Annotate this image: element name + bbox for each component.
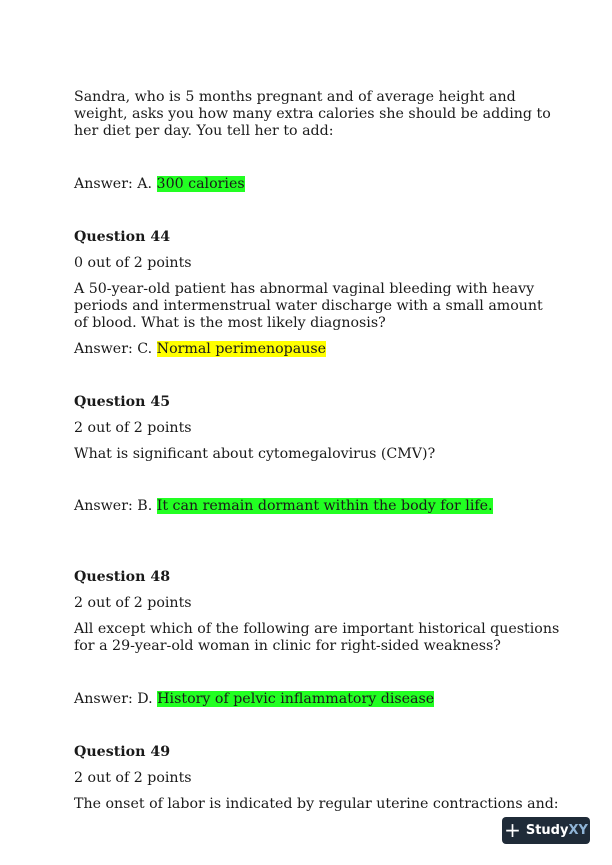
answer-highlight: Normal perimenopause <box>156 341 327 357</box>
studyxy-badge[interactable] <box>502 817 590 844</box>
question-score: 2 out of 2 points <box>74 420 192 436</box>
question-title: Question 48 <box>74 569 171 585</box>
question-title: Question 49 <box>74 744 171 760</box>
question-title: Question 44 <box>74 229 171 245</box>
brand-main: Study <box>525 823 569 838</box>
question-text-line: for a 29-year-old woman in clinic for right-sided weakness? <box>74 638 501 654</box>
answer-line <box>74 691 434 708</box>
question-title: Question 45 <box>74 394 171 410</box>
answer-prefix: Answer: A. <box>74 176 157 192</box>
question-text-line: The onset of labor is indicated by regular uterine contractions and: <box>74 796 559 812</box>
answer-line <box>74 341 326 358</box>
question-text-line: her diet per day. You tell her to add: <box>74 123 334 139</box>
answer-prefix: Answer: C. <box>74 341 157 357</box>
question-score: 2 out of 2 points <box>74 770 192 786</box>
question-text-line: A 50-year-old patient has abnormal vaginal bleeding with heavy <box>74 281 535 297</box>
answer-prefix: Answer: B. <box>74 498 157 514</box>
answer-highlight: It can remain dormant within the body for life. <box>156 498 493 514</box>
question-text-line: What is significant about cytomegalovirus (CMV)? <box>74 446 436 462</box>
answer-highlight: 300 calories <box>156 176 245 192</box>
question-score: 2 out of 2 points <box>74 595 192 611</box>
question-score: 0 out of 2 points <box>74 255 192 271</box>
brand-accent: XY <box>568 823 588 838</box>
answer-line <box>74 176 245 193</box>
question-text-line: Sandra, who is 5 months pregnant and of average height and <box>74 89 516 105</box>
answer-prefix: Answer: D. <box>74 691 158 707</box>
question-text-line: of blood. What is the most likely diagnosis? <box>74 315 386 331</box>
question-text-line: weight, asks you how many extra calories she should be adding to <box>74 106 551 122</box>
plus-icon: + <box>504 817 521 842</box>
answer-line <box>74 498 493 515</box>
answer-highlight: History of pelvic inflammatory disease <box>157 691 435 707</box>
question-text-line: periods and intermenstrual water discharge with a small amount <box>74 298 543 314</box>
question-text-line: All except which of the following are important historical questions <box>74 621 560 637</box>
